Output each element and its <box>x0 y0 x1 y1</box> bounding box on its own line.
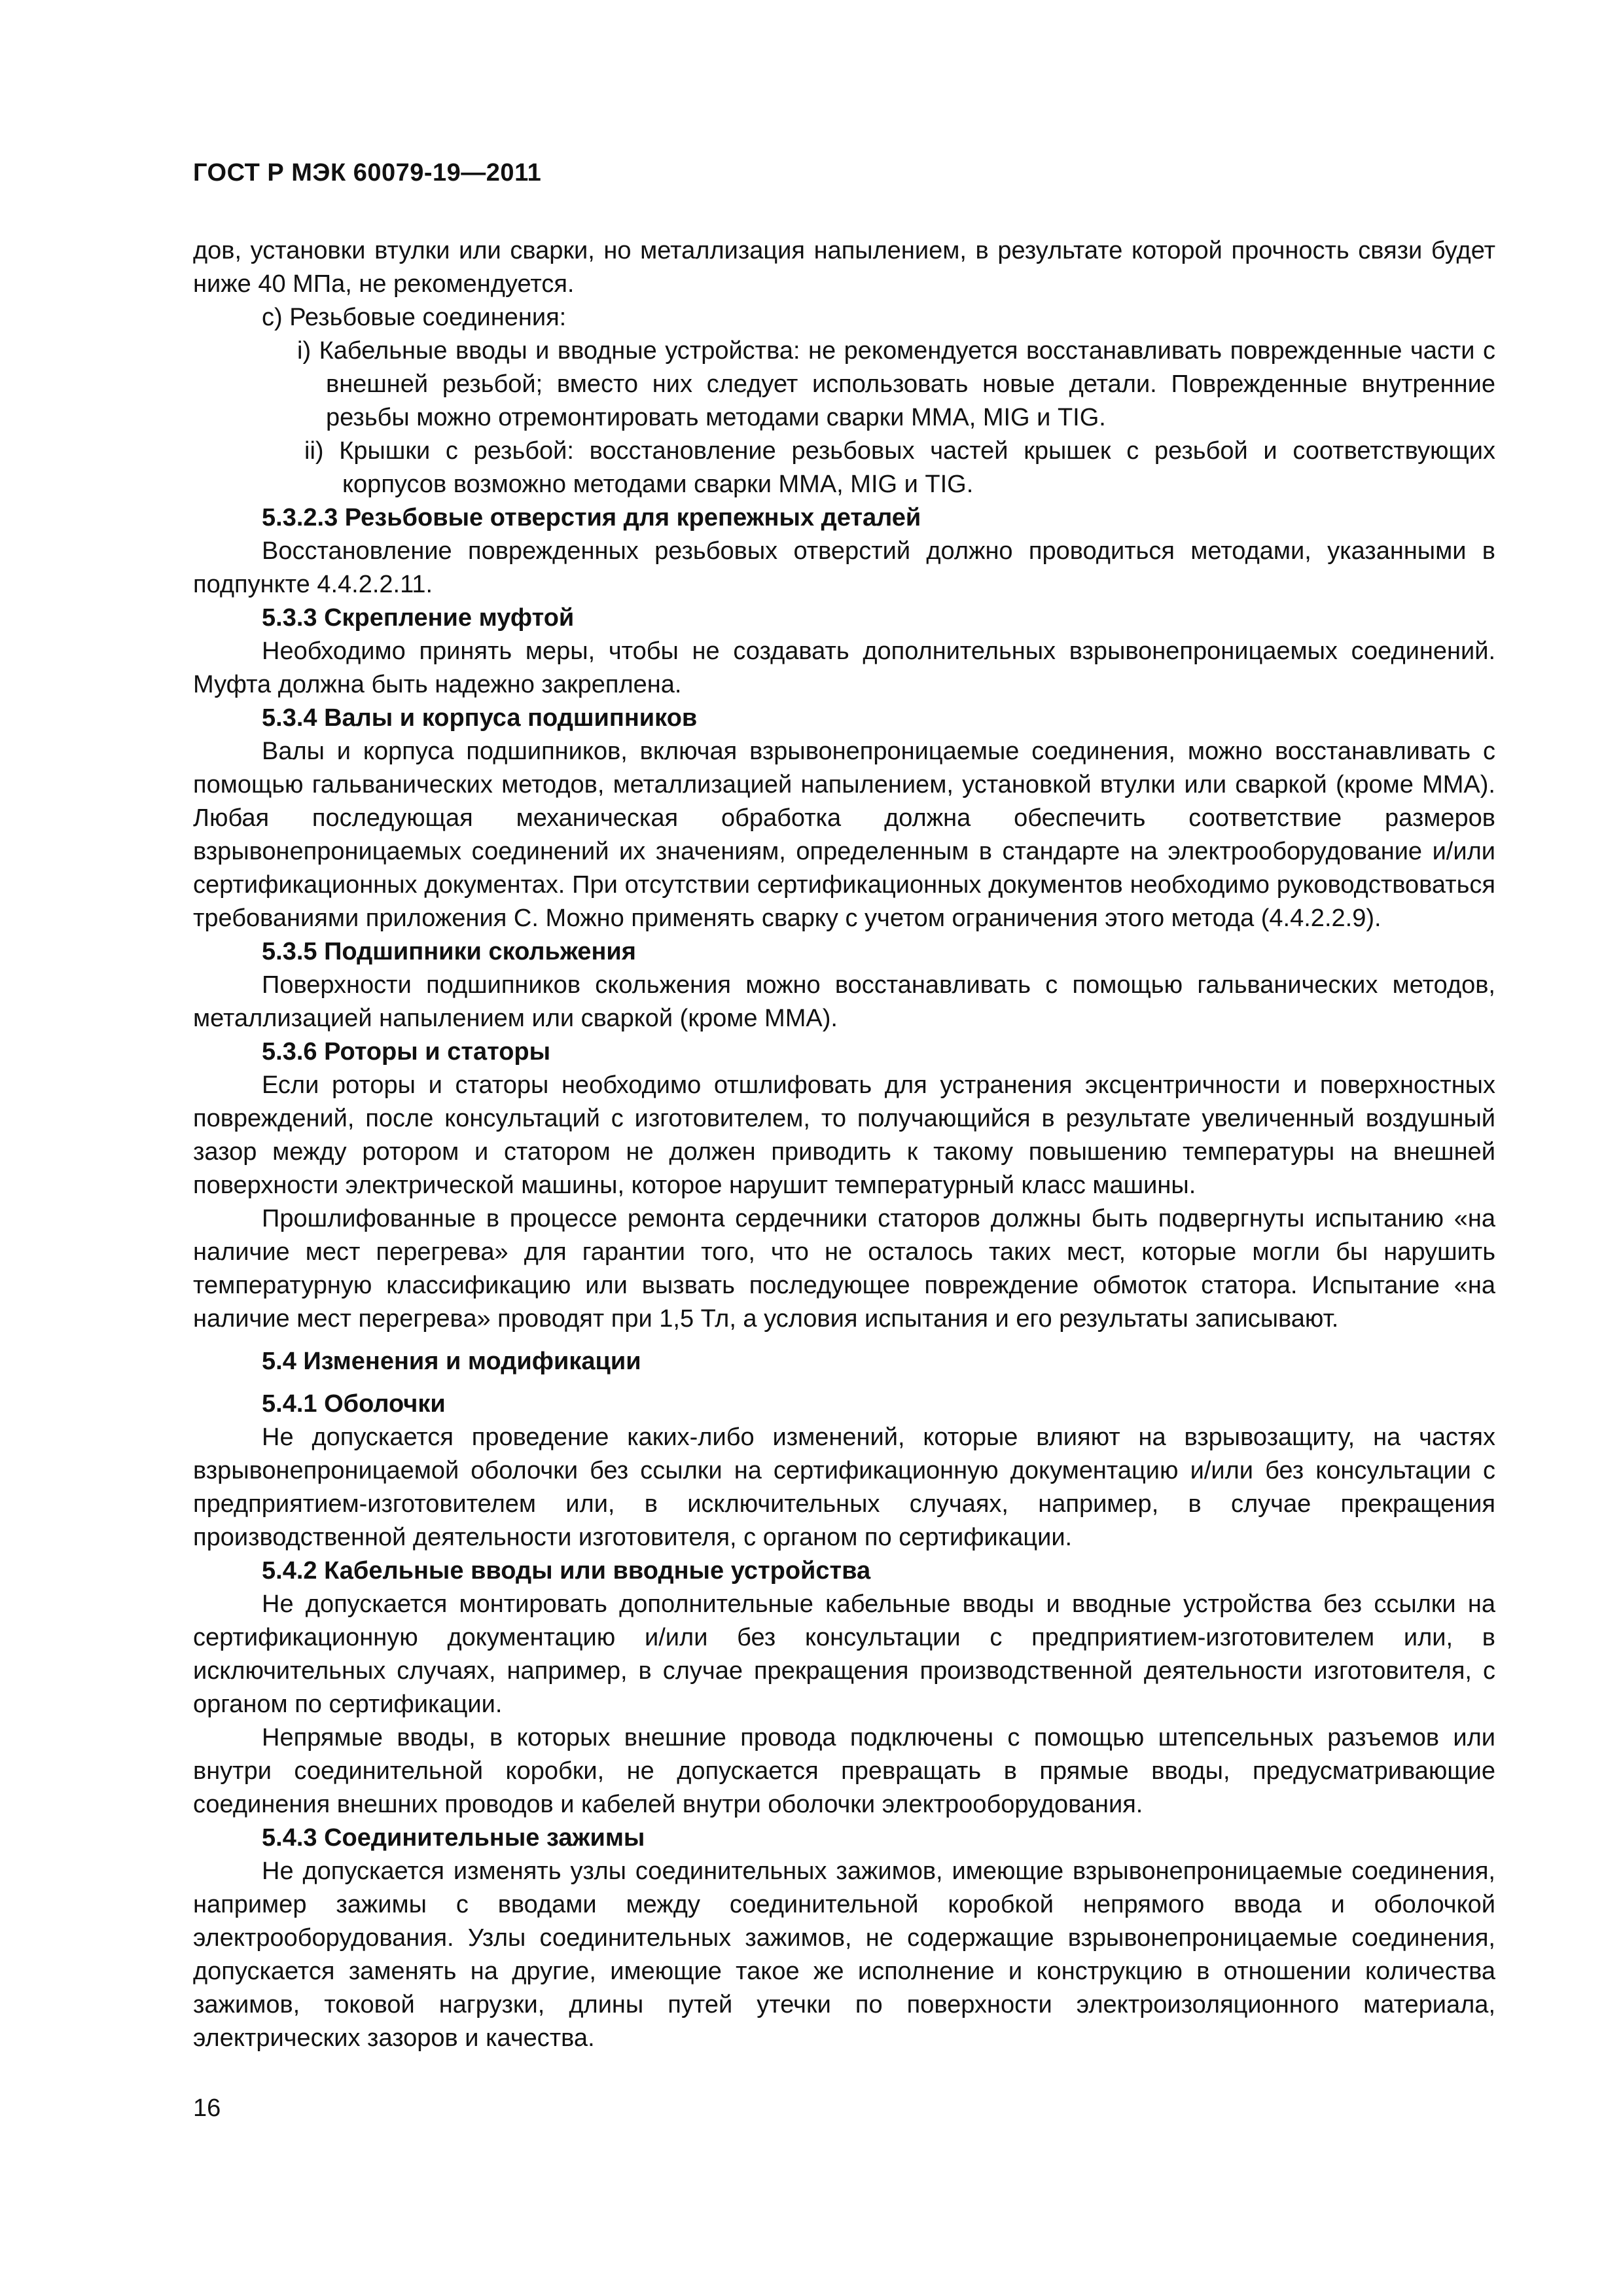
heading-5-4-3: 5.4.3 Соединительные зажимы <box>262 1824 645 1852</box>
heading-5-3-2-3: 5.3.2.3 Резьбовые отверстия для крепежных деталей <box>262 504 921 531</box>
paragraph-5-3-6-a: Если роторы и статоры необходимо отшлифовать для устранения эксцентричности и поверхностных повреждений, после консультаций с изготовителем, то получающийся в результате увеличенный воздушный зазор между ротором и статором не должен приводить к такому повышению температуры на внешней поверхности электрической машины, которое нарушит температурный класс машины. <box>193 1071 1495 1199</box>
paragraph-5-3-5: Поверхности подшипников скольжения можно восстанавливать с помощью гальванических методов, металлизацией напылением или сваркой (кроме ММА). <box>193 971 1495 1032</box>
heading-5-3-4: 5.3.4 Валы и корпуса подшипников <box>262 704 698 732</box>
paragraph-5-4-1: Не допускается проведение каких-либо изменений, которые влияют на взрывозащиту, на частях взрывонепроницаемой оболочки без ссылки на сертификационную документацию и/или без консультации с предприятием-изготовителем или, в исключительных случаях, например, в случае прекращения производственной деятельности изготовителя, с органом по сертификации. <box>193 1424 1495 1551</box>
paragraph-5-3-3: Необходимо принять меры, чтобы не создавать дополнительных взрывонепроницаемых соединений. Муфта должна быть надежно закреплена. <box>193 637 1495 698</box>
paragraph-continued: дов, установки втулки или сварки, но металлизация напылением, в результате которой прочность связи будет ниже 40 МПа, не рекомендуется. <box>193 237 1495 298</box>
page-number: 16 <box>193 2094 221 2122</box>
page-body <box>193 234 1495 2055</box>
paragraph-5-3-2-3: Восстановление поврежденных резьбовых отверстий должно проводиться методами, указанными в подпункте 4.4.2.2.11. <box>193 537 1495 598</box>
list-item-ii: ii) Крышки с резьбой: восстановление резьбовых частей крышек с резьбой и соответствующих корпусов возможно методами сварки ММА, MIG и TIG. <box>304 437 1495 498</box>
paragraph-5-4-3: Не допускается изменять узлы соединительных зажимов, имеющие взрывонепроницаемые соединения, например зажимы с вводами между соединительной коробкой непрямого ввода и оболочкой электрооборудования. Узлы соединительных зажимов, не содержащие взрывонепроницаемые соединения, допускается заменять на другие, имеющие такое же исполнение и конструкцию в отношении количества зажимов, токовой нагрузки, длины путей утечки по поверхности электроизоляционного материала, электрических зазоров и качества. <box>193 1857 1495 2052</box>
list-item-c: c) Резьбовые соединения: <box>262 304 567 331</box>
heading-5-3-5: 5.3.5 Подшипники скольжения <box>262 938 636 965</box>
heading-5-4-2: 5.4.2 Кабельные вводы или вводные устройства <box>262 1557 871 1585</box>
paragraph-5-4-2-a: Не допускается монтировать дополнительные кабельные вводы и вводные устройства без ссылки на сертификационную документацию и/или без консультации с предприятием-изготовителем или, в исключительных случаях, например, в случае прекращения производственной деятельности изготовителя, с органом по сертификации. <box>193 1590 1495 1718</box>
document-header: ГОСТ Р МЭК 60079-19—2011 <box>193 159 542 187</box>
heading-5-4-1: 5.4.1 Оболочки <box>262 1390 446 1418</box>
paragraph-5-3-6-b: Прошлифованные в процессе ремонта сердечники статоров должны быть подвергнуты испытанию «на наличие мест перегрева» для гарантии того, что не осталось таких мест, которые могли бы нарушить температурную классификацию или вызвать последующее повреждение обмоток статора. Испытание «на наличие мест перегрева» проводят при 1,5 Тл, а условия испытания и его результаты записывают. <box>193 1205 1495 1333</box>
paragraph-5-4-2-b: Непрямые вводы, в которых внешние провода подключены с помощью штепсельных разъемов или внутри соединительной коробки, не допускается превращать в прямые вводы, предусматривающие соединения внешних проводов и кабелей внутри оболочки электрооборудования. <box>193 1724 1495 1818</box>
list-item-i: i) Кабельные вводы и вводные устройства: не рекомендуется восстанавливать поврежденные части с внешней резьбой; вместо них следует использовать новые детали. Поврежденные внутренние резьбы можно отремонтировать методами сварки ММА, MIG и TIG. <box>297 337 1495 431</box>
heading-5-4: 5.4 Изменения и модификации <box>262 1348 641 1375</box>
paragraph-5-3-4: Валы и корпуса подшипников, включая взрывонепроницаемые соединения, можно восстанавливать с помощью гальванических методов, металлизацией напылением, установкой втулки или сваркой (кроме ММА). Любая последующая механическая обработка должна обеспечить соответствие размеров взрывонепроницаемых соединений их значениям, определенным в стандарте на электрооборудование и/или сертификационных документах. При отсутствии сертификационных документов необходимо руководствоваться требованиями приложения С. Можно применять сварку с учетом ограничения этого метода (4.4.2.2.9). <box>193 738 1495 932</box>
heading-5-3-6: 5.3.6 Роторы и статоры <box>262 1038 551 1066</box>
heading-5-3-3: 5.3.3 Скрепление муфтой <box>262 604 575 632</box>
